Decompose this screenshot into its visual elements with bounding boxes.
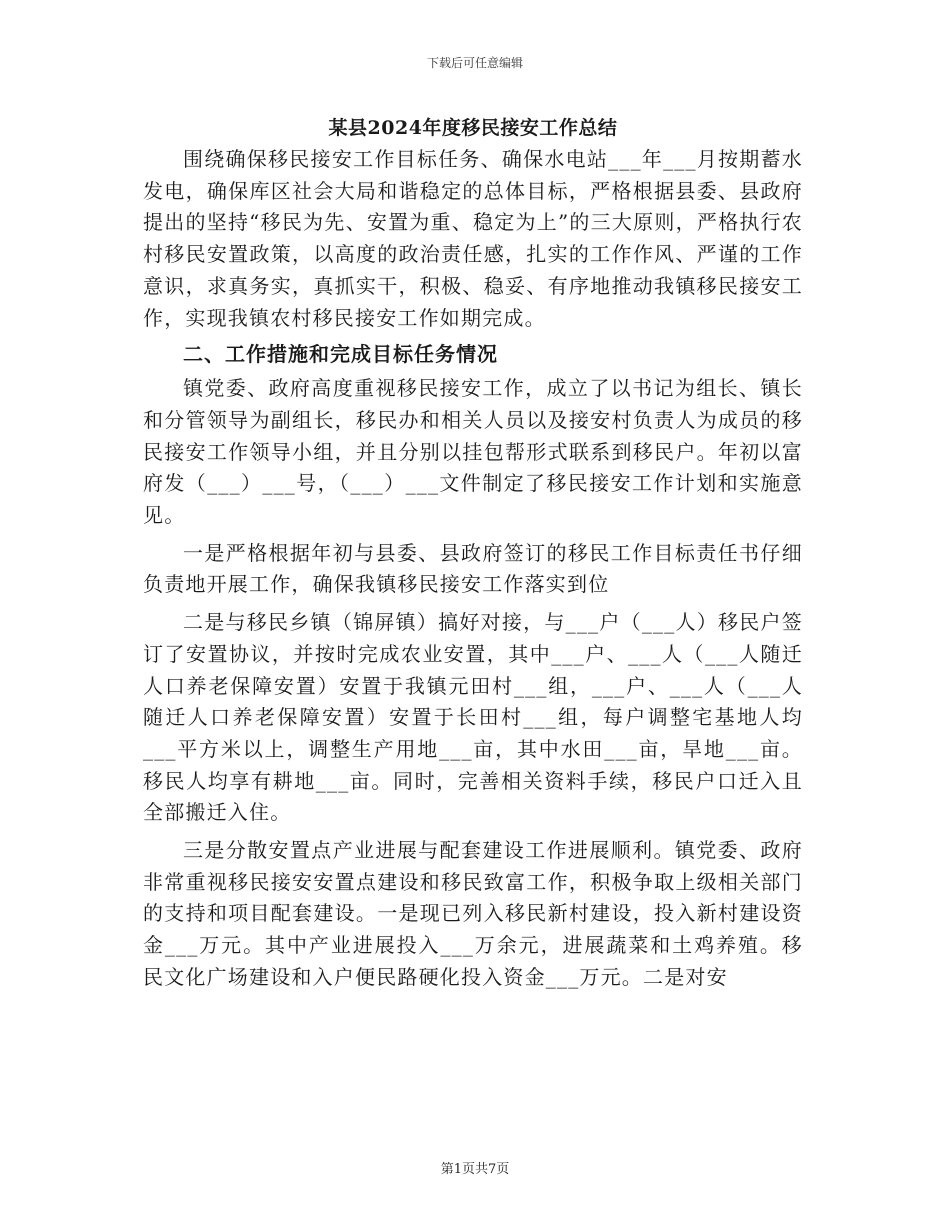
paragraph-point-3: 三是分散安置点产业进展与配套建设工作进展顺利。镇党委、政府非常重视移民接安安置点建设和移民致富工作，积极争取上级相关部门的支持和项目配套建设。一是现已列入移民新村建设，投入新村建设资金___万元。其中产业进展投入___万余元，进展蔬菜和土鸡养殖。移民文化广场建设和入户便民路硬化投入资金___万元。二是对安 (143, 838, 803, 989)
paragraph-point-2: 二是与移民乡镇（锦屏镇）搞好对接，与___户（___人）移民户签订了安置协议，并按时完成农业安置，其中___户、___人（___人随迁人口养老保障安置）安置于我镇元田村___组，___户、___人（___人随迁人口养老保障安置）安置于长田村___组，每户调整宅基地人均___平方米以上，调整生产用地___亩，其中水田___亩，旱地___亩。移民人均享有耕地___亩。同时，完善相关资料手续，移民户口迁入且全部搬迁入住。 (143, 610, 803, 825)
paragraph-intro: 围绕确保移民接安工作目标任务、确保水电站___年___月按期蓄水发电，确保库区社会大局和谐稳定的总体目标，严格根据县委、县政府提出的坚持“移民为先、安置为重、稳定为上”的三大原则，严格执行农村移民安置政策，以高度的政治责任感，扎实的工作作风、严谨的工作意识，求真务实，真抓实干，积极、稳妥、有序地推动我镇移民接安工作，实现我镇农村移民接安工作如期完成。 (143, 147, 803, 330)
paragraph-leadership: 镇党委、政府高度重视移民接安工作，成立了以书记为组长、镇长和分管领导为副组长，移民办和相关人员以及接安村负责人为成员的移民接安工作领导小组，并且分别以挂包帮形式联系到移民户。年初以富府发（___）___号，（___）___文件制定了移民接安工作计划和实施意见。 (143, 376, 803, 528)
document-body (143, 112, 803, 994)
section-heading-2: 二、工作措施和完成目标任务情况 (183, 342, 498, 367)
header-note: 下载后可任意编辑 (426, 56, 523, 70)
page-footer: 第1页共7页 (440, 1162, 510, 1177)
paragraph-point-1: 一是严格根据年初与县委、县政府签订的移民工作目标责任书仔细负责地开展工作，确保我镇移民接安工作落实到位 (143, 540, 803, 597)
document-title: 某县2024年度移民接安工作总结 (328, 117, 618, 139)
